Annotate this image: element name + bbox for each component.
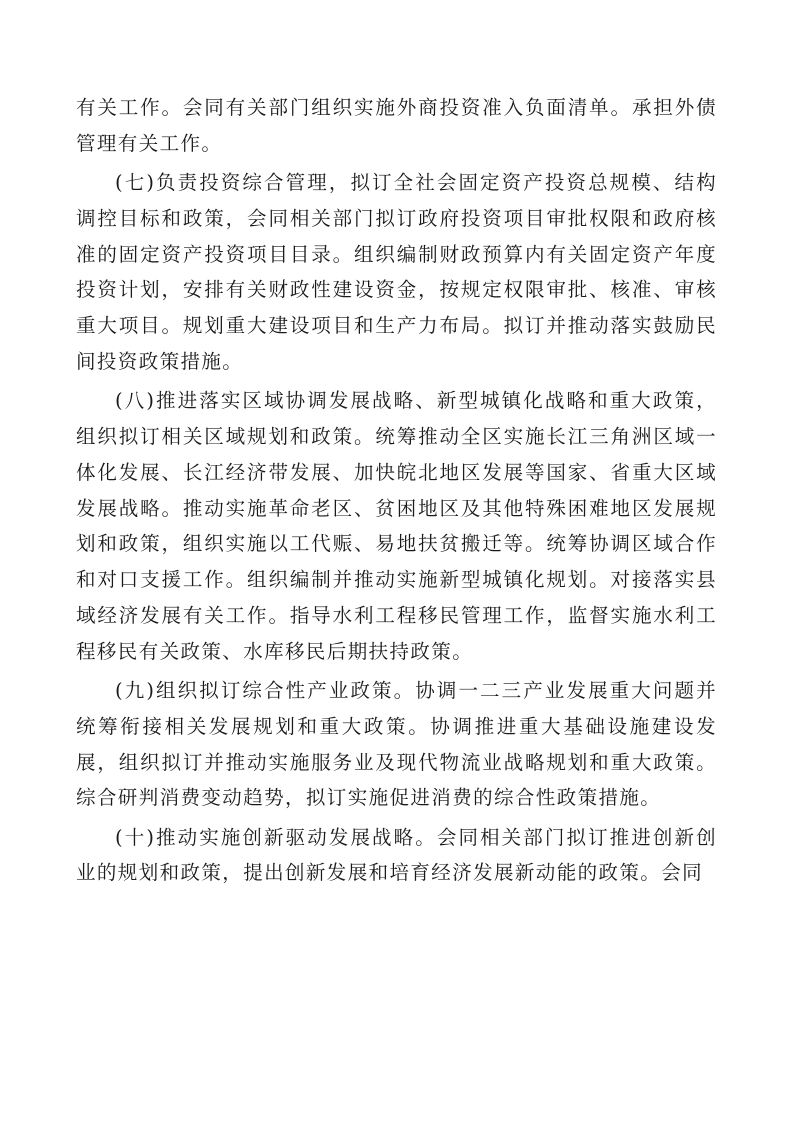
paragraph-item-8: (八)推进落实区域协调发展战略、新型城镇化战略和重大政策，组织拟订相关区域规划和政策。统筹推动全区实施长江三角洲区域一体化发展、长江经济带发展、加快皖北地区发展等国家、省重大区域发展战略。推动实施革命老区、贫困地区及其他特殊困难地区发展规划和政策，组织实施以工代赈、易地扶贫搬迁等。统筹协调区域合作和对口支援工作。组织编制并推动实施新型城镇化规划。对接落实县域经济发展有关工作。指导水利工程移民管理工作，监督实施水利工程移民有关政策、水库移民后期扶持政策。: [76, 389, 717, 663]
paragraph-item-7: (七)负责投资综合管理，拟订全社会固定资产投资总规模、结构调控目标和政策，会同相关部门拟订政府投资项目审批权限和政府核准的固定资产投资项目目录。组织编制财政预算内有关固定资产年度投资计划，安排有关财政性建设资金，按规定权限审批、核准、审核重大项目。规划重大建设项目和生产力布局。拟订并推动落实鼓励民间投资政策措施。: [76, 170, 717, 373]
document-body: [76, 90, 717, 894]
paragraph-continuation: 有关工作。会同有关部门组织实施外商投资准入负面清单。承担外债管理有关工作。: [76, 96, 717, 155]
paragraph-item-10: (十)推动实施创新驱动发展战略。会同相关部门拟订推进创新创业的规划和政策，提出创新发展和培育经济发展新动能的政策。会同: [76, 825, 717, 885]
paragraph-item-9: (九)组织拟订综合性产业政策。协调一二三产业发展重大问题并统筹衔接相关发展规划和重大政策。协调推进重大基础设施建设发展，组织拟订并推动实施服务业及现代物流业战略规划和重大政策。综合研判消费变动趋势，拟订实施促进消费的综合性政策措施。: [76, 678, 717, 810]
